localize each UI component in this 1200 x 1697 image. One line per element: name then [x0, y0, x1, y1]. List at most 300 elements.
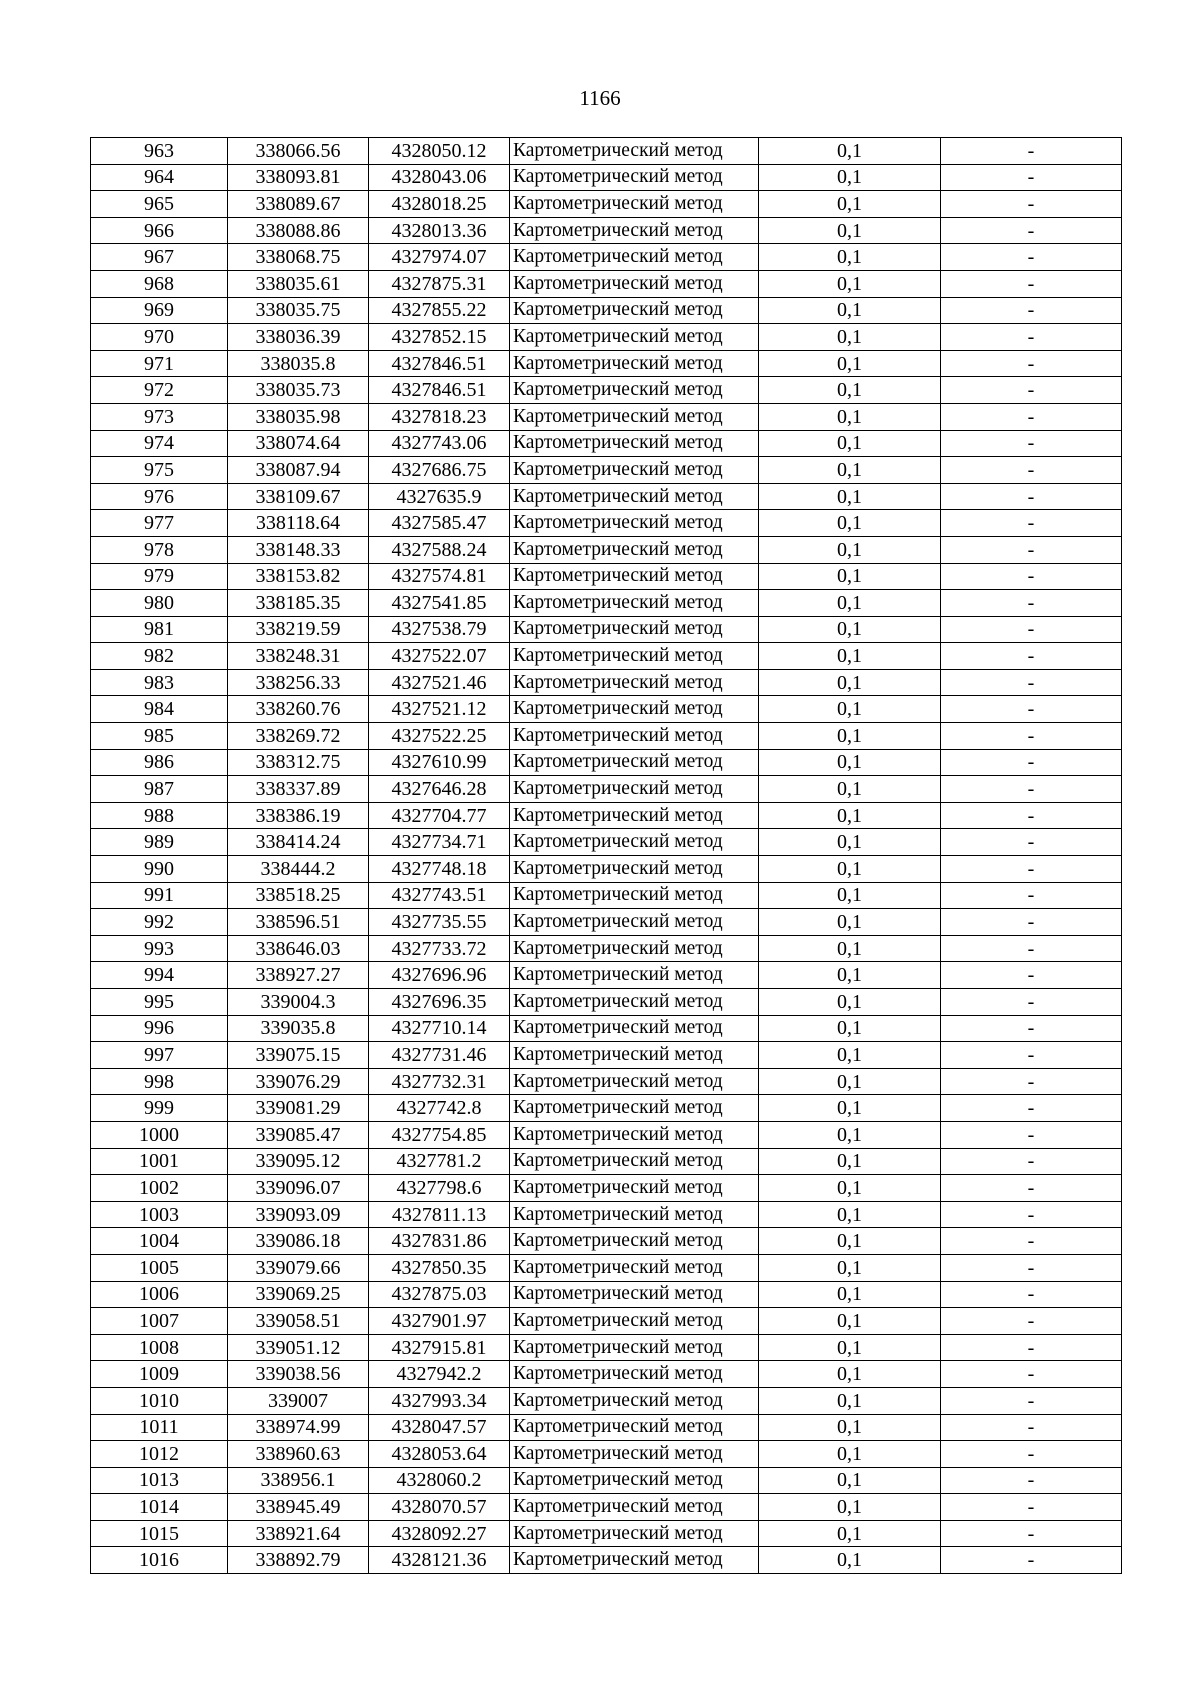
x-coordinate-cell: 338088.86	[228, 217, 369, 244]
note-cell: -	[941, 1494, 1122, 1521]
method-cell: Картометрический метод	[510, 1228, 759, 1255]
accuracy-cell: 0,1	[759, 1121, 941, 1148]
table-row	[91, 270, 1122, 297]
point-number-cell: 1008	[91, 1334, 228, 1361]
method-cell: Картометрический метод	[510, 457, 759, 484]
accuracy-cell: 0,1	[759, 1334, 941, 1361]
table-row	[91, 191, 1122, 218]
y-coordinate-cell: 4327522.07	[369, 643, 510, 670]
note-cell: -	[941, 989, 1122, 1016]
point-number-cell: 980	[91, 590, 228, 617]
y-coordinate-cell: 4327748.18	[369, 856, 510, 883]
note-cell: -	[941, 590, 1122, 617]
y-coordinate-cell: 4327574.81	[369, 563, 510, 590]
accuracy-cell: 0,1	[759, 989, 941, 1016]
y-coordinate-cell: 4327734.71	[369, 829, 510, 856]
note-cell: -	[941, 138, 1122, 165]
table-row	[91, 1148, 1122, 1175]
x-coordinate-cell: 339093.09	[228, 1201, 369, 1228]
x-coordinate-cell: 339007	[228, 1387, 369, 1414]
note-cell: -	[941, 270, 1122, 297]
point-number-cell: 983	[91, 669, 228, 696]
point-number-cell: 973	[91, 403, 228, 430]
method-cell: Картометрический метод	[510, 643, 759, 670]
table-row	[91, 1254, 1122, 1281]
method-cell: Картометрический метод	[510, 829, 759, 856]
method-cell: Картометрический метод	[510, 989, 759, 1016]
x-coordinate-cell: 338596.51	[228, 909, 369, 936]
x-coordinate-cell: 338093.81	[228, 164, 369, 191]
note-cell: -	[941, 856, 1122, 883]
note-cell: -	[941, 669, 1122, 696]
point-number-cell: 986	[91, 749, 228, 776]
table-row	[91, 1441, 1122, 1468]
note-cell: -	[941, 217, 1122, 244]
table-row	[91, 1414, 1122, 1441]
point-number-cell: 1014	[91, 1494, 228, 1521]
point-number-cell: 1009	[91, 1361, 228, 1388]
accuracy-cell: 0,1	[759, 297, 941, 324]
table-row	[91, 1121, 1122, 1148]
accuracy-cell: 0,1	[759, 1361, 941, 1388]
method-cell: Картометрический метод	[510, 1015, 759, 1042]
table-row	[91, 563, 1122, 590]
table-row	[91, 138, 1122, 165]
table-row	[91, 669, 1122, 696]
point-number-cell: 968	[91, 270, 228, 297]
x-coordinate-cell: 338035.61	[228, 270, 369, 297]
y-coordinate-cell: 4327732.31	[369, 1068, 510, 1095]
note-cell: -	[941, 1547, 1122, 1574]
accuracy-cell: 0,1	[759, 1308, 941, 1335]
x-coordinate-cell: 338414.24	[228, 829, 369, 856]
point-number-cell: 991	[91, 882, 228, 909]
accuracy-cell: 0,1	[759, 1228, 941, 1255]
table-row	[91, 1494, 1122, 1521]
table-row	[91, 723, 1122, 750]
note-cell: -	[941, 1467, 1122, 1494]
y-coordinate-cell: 4327901.97	[369, 1308, 510, 1335]
method-cell: Картометрический метод	[510, 1281, 759, 1308]
point-number-cell: 990	[91, 856, 228, 883]
y-coordinate-cell: 4328060.2	[369, 1467, 510, 1494]
point-number-cell: 1016	[91, 1547, 228, 1574]
table-row	[91, 935, 1122, 962]
accuracy-cell: 0,1	[759, 350, 941, 377]
table-row	[91, 483, 1122, 510]
table-row	[91, 510, 1122, 537]
note-cell: -	[941, 802, 1122, 829]
method-cell: Картометрический метод	[510, 1467, 759, 1494]
accuracy-cell: 0,1	[759, 1095, 941, 1122]
x-coordinate-cell: 338927.27	[228, 962, 369, 989]
note-cell: -	[941, 403, 1122, 430]
table-row	[91, 989, 1122, 1016]
method-cell: Картометрический метод	[510, 1494, 759, 1521]
x-coordinate-cell: 339035.8	[228, 1015, 369, 1042]
x-coordinate-cell: 338312.75	[228, 749, 369, 776]
method-cell: Картометрический метод	[510, 776, 759, 803]
y-coordinate-cell: 4327733.72	[369, 935, 510, 962]
point-number-cell: 1015	[91, 1520, 228, 1547]
table-row	[91, 430, 1122, 457]
table-row	[91, 457, 1122, 484]
y-coordinate-cell: 4327831.86	[369, 1228, 510, 1255]
accuracy-cell: 0,1	[759, 643, 941, 670]
point-number-cell: 1000	[91, 1121, 228, 1148]
method-cell: Картометрический метод	[510, 749, 759, 776]
accuracy-cell: 0,1	[759, 1042, 941, 1069]
note-cell: -	[941, 350, 1122, 377]
point-number-cell: 1013	[91, 1467, 228, 1494]
x-coordinate-cell: 338921.64	[228, 1520, 369, 1547]
table-row	[91, 403, 1122, 430]
note-cell: -	[941, 1387, 1122, 1414]
note-cell: -	[941, 244, 1122, 271]
point-number-cell: 996	[91, 1015, 228, 1042]
y-coordinate-cell: 4327742.8	[369, 1095, 510, 1122]
note-cell: -	[941, 1175, 1122, 1202]
y-coordinate-cell: 4327855.22	[369, 297, 510, 324]
method-cell: Картометрический метод	[510, 563, 759, 590]
note-cell: -	[941, 696, 1122, 723]
table-row	[91, 882, 1122, 909]
x-coordinate-cell: 338945.49	[228, 1494, 369, 1521]
accuracy-cell: 0,1	[759, 1520, 941, 1547]
x-coordinate-cell: 338035.75	[228, 297, 369, 324]
point-number-cell: 1002	[91, 1175, 228, 1202]
accuracy-cell: 0,1	[759, 802, 941, 829]
x-coordinate-cell: 338256.33	[228, 669, 369, 696]
point-number-cell: 999	[91, 1095, 228, 1122]
method-cell: Картометрический метод	[510, 270, 759, 297]
note-cell: -	[941, 430, 1122, 457]
accuracy-cell: 0,1	[759, 138, 941, 165]
method-cell: Картометрический метод	[510, 1547, 759, 1574]
point-number-cell: 975	[91, 457, 228, 484]
point-number-cell: 993	[91, 935, 228, 962]
table-row	[91, 1334, 1122, 1361]
table-row	[91, 776, 1122, 803]
point-number-cell: 1007	[91, 1308, 228, 1335]
method-cell: Картометрический метод	[510, 1175, 759, 1202]
y-coordinate-cell: 4327942.2	[369, 1361, 510, 1388]
point-number-cell: 997	[91, 1042, 228, 1069]
table-row	[91, 1175, 1122, 1202]
x-coordinate-cell: 338035.8	[228, 350, 369, 377]
point-number-cell: 984	[91, 696, 228, 723]
method-cell: Картометрический метод	[510, 430, 759, 457]
x-coordinate-cell: 338035.98	[228, 403, 369, 430]
accuracy-cell: 0,1	[759, 1281, 941, 1308]
x-coordinate-cell: 339051.12	[228, 1334, 369, 1361]
accuracy-cell: 0,1	[759, 696, 941, 723]
point-number-cell: 967	[91, 244, 228, 271]
note-cell: -	[941, 1068, 1122, 1095]
point-number-cell: 1005	[91, 1254, 228, 1281]
accuracy-cell: 0,1	[759, 669, 941, 696]
x-coordinate-cell: 338269.72	[228, 723, 369, 750]
x-coordinate-cell: 339076.29	[228, 1068, 369, 1095]
accuracy-cell: 0,1	[759, 1387, 941, 1414]
table-row	[91, 1547, 1122, 1574]
table-row	[91, 909, 1122, 936]
point-number-cell: 970	[91, 324, 228, 351]
x-coordinate-cell: 339004.3	[228, 989, 369, 1016]
y-coordinate-cell: 4328043.06	[369, 164, 510, 191]
accuracy-cell: 0,1	[759, 403, 941, 430]
accuracy-cell: 0,1	[759, 935, 941, 962]
accuracy-cell: 0,1	[759, 191, 941, 218]
y-coordinate-cell: 4328047.57	[369, 1414, 510, 1441]
accuracy-cell: 0,1	[759, 324, 941, 351]
table-row	[91, 616, 1122, 643]
table-row	[91, 1228, 1122, 1255]
y-coordinate-cell: 4327915.81	[369, 1334, 510, 1361]
y-coordinate-cell: 4327852.15	[369, 324, 510, 351]
x-coordinate-cell: 339079.66	[228, 1254, 369, 1281]
x-coordinate-cell: 339096.07	[228, 1175, 369, 1202]
x-coordinate-cell: 338892.79	[228, 1547, 369, 1574]
x-coordinate-cell: 338974.99	[228, 1414, 369, 1441]
accuracy-cell: 0,1	[759, 749, 941, 776]
method-cell: Картометрический метод	[510, 1334, 759, 1361]
method-cell: Картометрический метод	[510, 297, 759, 324]
x-coordinate-cell: 338074.64	[228, 430, 369, 457]
accuracy-cell: 0,1	[759, 1254, 941, 1281]
method-cell: Картометрический метод	[510, 723, 759, 750]
x-coordinate-cell: 338956.1	[228, 1467, 369, 1494]
x-coordinate-cell: 338960.63	[228, 1441, 369, 1468]
point-number-cell: 1003	[91, 1201, 228, 1228]
accuracy-cell: 0,1	[759, 510, 941, 537]
y-coordinate-cell: 4327850.35	[369, 1254, 510, 1281]
table-row	[91, 856, 1122, 883]
accuracy-cell: 0,1	[759, 217, 941, 244]
x-coordinate-cell: 338248.31	[228, 643, 369, 670]
table-row	[91, 536, 1122, 563]
x-coordinate-cell: 338066.56	[228, 138, 369, 165]
method-cell: Картометрический метод	[510, 244, 759, 271]
point-number-cell: 972	[91, 377, 228, 404]
method-cell: Картометрический метод	[510, 164, 759, 191]
x-coordinate-cell: 338444.2	[228, 856, 369, 883]
x-coordinate-cell: 339058.51	[228, 1308, 369, 1335]
point-number-cell: 981	[91, 616, 228, 643]
point-number-cell: 1006	[91, 1281, 228, 1308]
y-coordinate-cell: 4327696.96	[369, 962, 510, 989]
method-cell: Картометрический метод	[510, 1441, 759, 1468]
table-row	[91, 802, 1122, 829]
x-coordinate-cell: 339085.47	[228, 1121, 369, 1148]
method-cell: Картометрический метод	[510, 962, 759, 989]
x-coordinate-cell: 338035.73	[228, 377, 369, 404]
accuracy-cell: 0,1	[759, 1015, 941, 1042]
y-coordinate-cell: 4328013.36	[369, 217, 510, 244]
method-cell: Картометрический метод	[510, 696, 759, 723]
method-cell: Картометрический метод	[510, 1361, 759, 1388]
method-cell: Картометрический метод	[510, 1520, 759, 1547]
table-row	[91, 1281, 1122, 1308]
x-coordinate-cell: 338646.03	[228, 935, 369, 962]
table-row	[91, 1467, 1122, 1494]
y-coordinate-cell: 4327846.51	[369, 377, 510, 404]
point-number-cell: 977	[91, 510, 228, 537]
y-coordinate-cell: 4328092.27	[369, 1520, 510, 1547]
accuracy-cell: 0,1	[759, 1201, 941, 1228]
point-number-cell: 1004	[91, 1228, 228, 1255]
point-number-cell: 1001	[91, 1148, 228, 1175]
y-coordinate-cell: 4327521.46	[369, 669, 510, 696]
accuracy-cell: 0,1	[759, 616, 941, 643]
y-coordinate-cell: 4327818.23	[369, 403, 510, 430]
table-row	[91, 217, 1122, 244]
method-cell: Картометрический метод	[510, 935, 759, 962]
method-cell: Картометрический метод	[510, 536, 759, 563]
point-number-cell: 969	[91, 297, 228, 324]
method-cell: Картометрический метод	[510, 1121, 759, 1148]
note-cell: -	[941, 1201, 1122, 1228]
note-cell: -	[941, 1042, 1122, 1069]
x-coordinate-cell: 338118.64	[228, 510, 369, 537]
note-cell: -	[941, 324, 1122, 351]
y-coordinate-cell: 4328050.12	[369, 138, 510, 165]
accuracy-cell: 0,1	[759, 483, 941, 510]
table-row	[91, 1308, 1122, 1335]
y-coordinate-cell: 4327538.79	[369, 616, 510, 643]
note-cell: -	[941, 457, 1122, 484]
y-coordinate-cell: 4327846.51	[369, 350, 510, 377]
point-number-cell: 1012	[91, 1441, 228, 1468]
method-cell: Картометрический метод	[510, 1095, 759, 1122]
accuracy-cell: 0,1	[759, 1414, 941, 1441]
note-cell: -	[941, 1361, 1122, 1388]
method-cell: Картометрический метод	[510, 590, 759, 617]
accuracy-cell: 0,1	[759, 1467, 941, 1494]
point-number-cell: 971	[91, 350, 228, 377]
y-coordinate-cell: 4327646.28	[369, 776, 510, 803]
accuracy-cell: 0,1	[759, 244, 941, 271]
x-coordinate-cell: 338260.76	[228, 696, 369, 723]
y-coordinate-cell: 4327731.46	[369, 1042, 510, 1069]
method-cell: Картометрический метод	[510, 377, 759, 404]
method-cell: Картометрический метод	[510, 1308, 759, 1335]
y-coordinate-cell: 4327781.2	[369, 1148, 510, 1175]
method-cell: Картометрический метод	[510, 1042, 759, 1069]
method-cell: Картометрический метод	[510, 1254, 759, 1281]
accuracy-cell: 0,1	[759, 590, 941, 617]
note-cell: -	[941, 1441, 1122, 1468]
y-coordinate-cell: 4327993.34	[369, 1387, 510, 1414]
x-coordinate-cell: 338153.82	[228, 563, 369, 590]
point-number-cell: 976	[91, 483, 228, 510]
x-coordinate-cell: 338089.67	[228, 191, 369, 218]
point-number-cell: 963	[91, 138, 228, 165]
y-coordinate-cell: 4327735.55	[369, 909, 510, 936]
y-coordinate-cell: 4327541.85	[369, 590, 510, 617]
method-cell: Картометрический метод	[510, 191, 759, 218]
coordinates-table	[90, 137, 1122, 1574]
table-row	[91, 1361, 1122, 1388]
accuracy-cell: 0,1	[759, 164, 941, 191]
note-cell: -	[941, 935, 1122, 962]
table-row	[91, 1068, 1122, 1095]
point-number-cell: 1011	[91, 1414, 228, 1441]
note-cell: -	[941, 536, 1122, 563]
note-cell: -	[941, 377, 1122, 404]
x-coordinate-cell: 338518.25	[228, 882, 369, 909]
y-coordinate-cell: 4327798.6	[369, 1175, 510, 1202]
note-cell: -	[941, 909, 1122, 936]
x-coordinate-cell: 338148.33	[228, 536, 369, 563]
method-cell: Картометрический метод	[510, 350, 759, 377]
y-coordinate-cell: 4328053.64	[369, 1441, 510, 1468]
method-cell: Картометрический метод	[510, 510, 759, 537]
table-row	[91, 696, 1122, 723]
y-coordinate-cell: 4327522.25	[369, 723, 510, 750]
method-cell: Картометрический метод	[510, 802, 759, 829]
point-number-cell: 992	[91, 909, 228, 936]
note-cell: -	[941, 191, 1122, 218]
y-coordinate-cell: 4327588.24	[369, 536, 510, 563]
x-coordinate-cell: 338036.39	[228, 324, 369, 351]
y-coordinate-cell: 4327635.9	[369, 483, 510, 510]
point-number-cell: 1010	[91, 1387, 228, 1414]
point-number-cell: 979	[91, 563, 228, 590]
page-number: 1166	[579, 86, 621, 110]
note-cell: -	[941, 1121, 1122, 1148]
accuracy-cell: 0,1	[759, 856, 941, 883]
x-coordinate-cell: 339086.18	[228, 1228, 369, 1255]
note-cell: -	[941, 1308, 1122, 1335]
note-cell: -	[941, 1414, 1122, 1441]
method-cell: Картометрический метод	[510, 1068, 759, 1095]
table-row	[91, 1042, 1122, 1069]
method-cell: Картометрический метод	[510, 669, 759, 696]
table-row	[91, 1387, 1122, 1414]
x-coordinate-cell: 338185.35	[228, 590, 369, 617]
method-cell: Картометрический метод	[510, 1201, 759, 1228]
point-number-cell: 985	[91, 723, 228, 750]
note-cell: -	[941, 1520, 1122, 1547]
point-number-cell: 988	[91, 802, 228, 829]
x-coordinate-cell: 339038.56	[228, 1361, 369, 1388]
y-coordinate-cell: 4327875.03	[369, 1281, 510, 1308]
y-coordinate-cell: 4327585.47	[369, 510, 510, 537]
x-coordinate-cell: 339069.25	[228, 1281, 369, 1308]
y-coordinate-cell: 4327811.13	[369, 1201, 510, 1228]
method-cell: Картометрический метод	[510, 909, 759, 936]
y-coordinate-cell: 4327696.35	[369, 989, 510, 1016]
note-cell: -	[941, 164, 1122, 191]
note-cell: -	[941, 510, 1122, 537]
y-coordinate-cell: 4327743.51	[369, 882, 510, 909]
accuracy-cell: 0,1	[759, 377, 941, 404]
note-cell: -	[941, 483, 1122, 510]
accuracy-cell: 0,1	[759, 430, 941, 457]
accuracy-cell: 0,1	[759, 270, 941, 297]
accuracy-cell: 0,1	[759, 1494, 941, 1521]
table-row	[91, 962, 1122, 989]
y-coordinate-cell: 4328070.57	[369, 1494, 510, 1521]
table-row	[91, 1095, 1122, 1122]
x-coordinate-cell: 339075.15	[228, 1042, 369, 1069]
accuracy-cell: 0,1	[759, 962, 941, 989]
note-cell: -	[941, 882, 1122, 909]
x-coordinate-cell: 338068.75	[228, 244, 369, 271]
x-coordinate-cell: 339081.29	[228, 1095, 369, 1122]
table-row	[91, 1201, 1122, 1228]
